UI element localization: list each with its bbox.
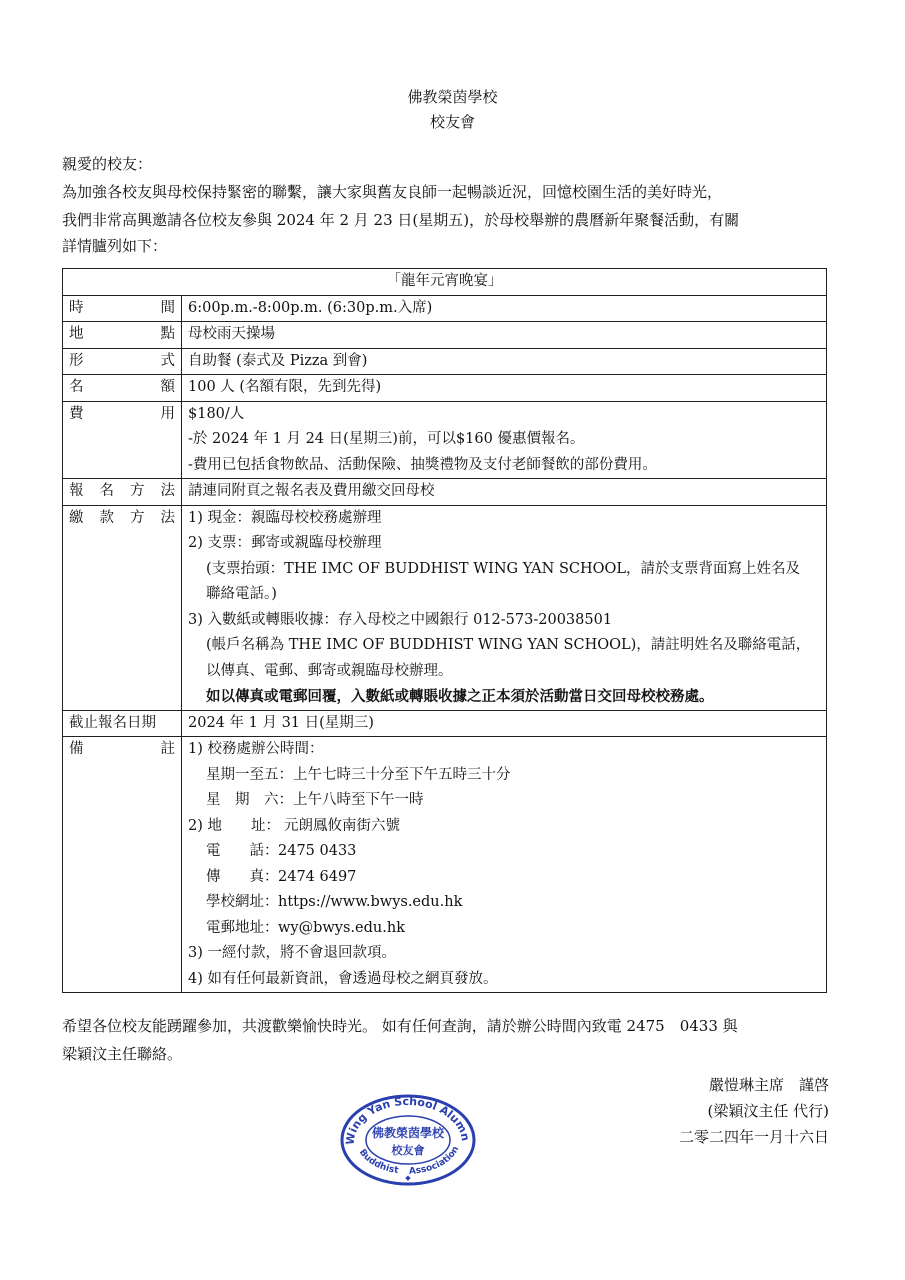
intro-line-2: 我們非常高興邀請各位校友參與 2024 年 2 月 23 日(星期五)，於母校舉辦的農曆新年聚餐活動，有關	[62, 211, 740, 229]
salutation: 親愛的校友：	[62, 155, 153, 173]
stamp-center-text-2: 校友會	[391, 1144, 425, 1157]
remarks-value: 1) 校務處辦公時間： 星期一至五：上午七時三十分至下午五時三十分 星 期 六：上午八時至下午一時 2) 地 址： 元朗鳳攸南街六號 電 話：2475 0433 傳 真：2474 6497 學校網址：https://www.bwys.edu.hk 電郵地址：wy@bwys.edu.hk 3) 一經付款，將不會退回款項。 4) 如有任何最新資訊，會透過母校之網頁發放。	[182, 737, 827, 993]
deadline-label: 截止報名日期	[63, 710, 182, 737]
format-label: 形 式	[63, 348, 182, 375]
venue-value: 母校雨天操場	[182, 322, 827, 349]
school-website: https://www.bwys.edu.hk	[278, 894, 463, 910]
table-row	[63, 737, 827, 993]
table-row	[63, 348, 827, 375]
quota-value: 100 人 (名額有限，先到先得)	[182, 375, 827, 402]
time-label: 時 間	[63, 295, 182, 322]
table-row	[63, 401, 827, 479]
school-email: wy@bwys.edu.hk	[278, 919, 405, 936]
table-row	[63, 710, 827, 737]
stamp-outer-ring	[342, 1096, 474, 1184]
table-row	[63, 505, 827, 710]
payment-value: 1) 現金：親臨母校校務處辦理 2) 支票：郵寄或親臨母校辦理 (支票抬頭：THE IMC OF BUDDHIST WING YAN SCHOOL，請於支票背面寫上姓名及 聯絡電話。) 3) 入數紙或轉賬收據：存入母校之中國銀行 012-573-20038501 (帳戶名稱為 THE IMC OF BUDDHIST WING YAN SCHOOL)，請註明姓名及聯絡電話， 以傳真、電郵、郵寄或親臨母校辦理。 如以傳真或電郵回覆，入數紙或轉賬收據之正本須於活動當日交回母校校務處。	[182, 505, 827, 710]
event-details-table	[62, 268, 827, 993]
stamp-ring-text: Wing Yan School Alumn	[343, 1094, 473, 1146]
payment-notice: 如以傳真或電郵回覆，入數紙或轉賬收據之正本須於活動當日交回母校校務處。	[206, 688, 714, 705]
register-value: 請連同附頁之報名表及費用繳交回母校	[182, 479, 827, 506]
stamp-diamond-icon: ◆	[405, 1174, 411, 1182]
deadline-value: 2024 年 1 月 31 日(星期三)	[182, 710, 827, 737]
closing-line-2: 梁穎汶主任聯絡。	[62, 1045, 183, 1063]
signature-name: 嚴愷琳主席 謹啓	[708, 1076, 829, 1094]
event-title: 「龍年元宵晚宴」	[63, 269, 827, 296]
table-title-row	[63, 269, 827, 296]
closing-line-1: 希望各位校友能踴躍參加，共渡歡樂愉快時光。 如有任何查詢，請於辦公時間內致電 2475 0433 與	[62, 1017, 738, 1035]
alumni-association-stamp	[338, 1093, 478, 1187]
stamp-center-text: 佛教榮茵學校	[371, 1126, 445, 1140]
venue-label: 地 點	[63, 322, 182, 349]
time-value: 6:00p.m.-8:00p.m. (6:30p.m.入席)	[182, 295, 827, 322]
format-value: 自助餐 (泰式及 Pizza 到會)	[182, 348, 827, 375]
table-row	[63, 295, 827, 322]
fee-label: 費 用	[63, 401, 182, 479]
table-row	[63, 479, 827, 506]
signature-date: 二零二四年一月十六日	[678, 1128, 829, 1146]
register-label: 報 名 方 法	[63, 479, 182, 506]
table-row	[63, 322, 827, 349]
payment-label: 繳 款 方 法	[63, 505, 182, 710]
table-row	[63, 375, 827, 402]
intro-line-3: 詳情臚列如下：	[62, 237, 168, 255]
stamp-ring-text-left: Buddhist	[356, 1147, 400, 1177]
quota-label: 名 額	[63, 375, 182, 402]
intro-line-1: 為加強各校友與母校保持緊密的聯繫，讓大家與舊友良師一起暢談近況，回憶校園生活的美好時光，	[62, 183, 723, 201]
signature-proxy: (梁穎汶主任 代行)	[707, 1102, 829, 1120]
school-name: 佛教榮茵學校	[407, 88, 498, 106]
fee-value: $180/人 -於 2024 年 1 月 24 日(星期三)前，可以$160 優惠價報名。 -費用已包括食物飲品、活動保險、抽獎禮物及支付老師餐飲的部份費用。	[182, 401, 827, 479]
remarks-label: 備 註	[63, 737, 182, 993]
org-name: 校友會	[429, 113, 475, 131]
stamp-ring-text-right: Association	[408, 1144, 462, 1177]
